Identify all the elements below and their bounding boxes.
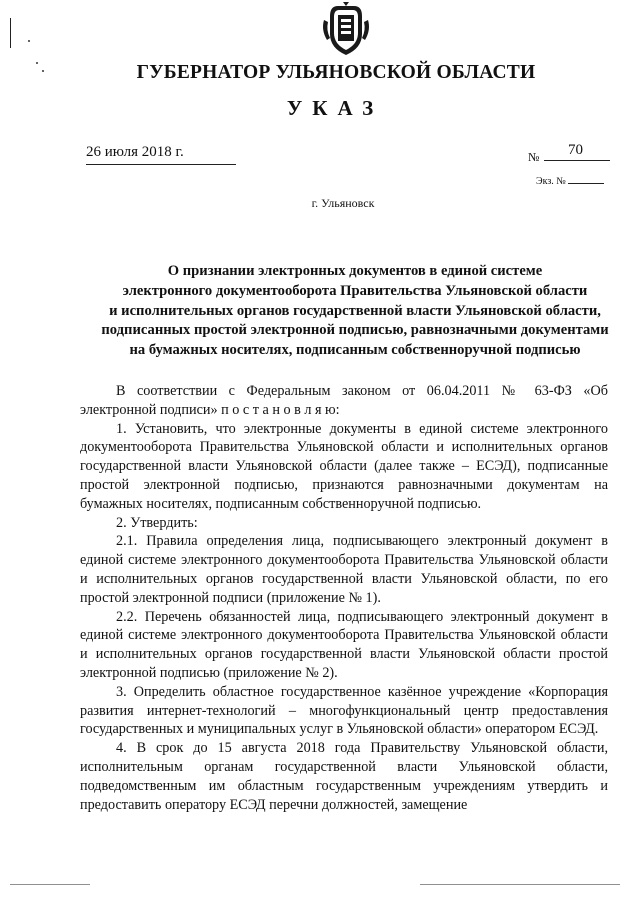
preamble-paragraph: В соответствии с Федеральным законом от 06.04.2011 № 63-ФЗ «Об электронной подписи» п о с т а н о в л я ю: <box>80 383 608 418</box>
scan-artifact <box>36 62 38 64</box>
paragraph-1: 1. Установить, что электронные документы в единой системе электронного документооборота Правительства Ульяновской области и исполнительных органов государственной власти Ульяновской области (далее также – ЕСЭД), подписанные простой электронной подписью, признаются равнозначными документам на бумажных носителях, подписанным собственноручной подписью. <box>80 420 608 512</box>
governor-title: ГУБЕРНАТОР УЛЬЯНОВСКОЙ ОБЛАСТИ <box>136 62 536 83</box>
copy-number <box>536 176 604 187</box>
decree-date-text: 26 июля 2018 г. <box>86 144 184 160</box>
city: г. Ульяновск <box>311 196 375 210</box>
paragraph-2-2: 2.2. Перечень обязанностей лица, подписывающего электронный документ в единой системе электронного документооборота Правительства Ульяновской области и исполнительных органов государственной власти Ульяновской области простой электронной подписью (приложение № 2). <box>80 608 608 681</box>
scan-artifact <box>420 884 620 885</box>
scan-artifact <box>10 18 11 48</box>
title-line: и исполнительных органов государственной власти Ульяновской области, <box>109 302 601 319</box>
title-line: на бумажных носителях, подписанным собственноручной подписью <box>129 342 581 359</box>
paragraph-2: 2. Утвердить: <box>116 514 198 531</box>
document-title <box>90 262 620 361</box>
paragraph-4: 4. В срок до 15 августа 2018 года Правительству Ульяновской области, исполнительным органам государственной власти Ульяновской области, подведомственным им областным государственным учреждениям утвердить и предоставить оператору ЕСЭД перечни должностей, замещение <box>80 740 608 813</box>
document-type: УКАЗ <box>286 96 384 120</box>
paragraph-3: 3. Определить областное государственное казённое учреждение «Корпорация развития интернет-технологий – многофункциональный центр предоставления государственных и муниципальных услуг в Ульяновской области» оператором ЕСЭД. <box>80 683 608 738</box>
number-underline <box>544 160 610 161</box>
scan-artifact <box>42 70 44 72</box>
date-underline <box>86 164 236 165</box>
copy-label: Экз. № <box>536 176 566 187</box>
scan-artifact <box>28 40 30 42</box>
number-sign: № <box>528 150 540 164</box>
title-line: электронного документооборота Правительства Ульяновской области <box>122 282 588 299</box>
title-line: О признании электронных документов в единой системе <box>167 263 543 279</box>
copy-blank <box>568 183 604 184</box>
paragraph-2-1: 2.1. Правила определения лица, подписывающего электронный документ в единой системе электронного документооборота Правительства Ульяновской области и исполнительных органов государственной власти Ульяновской области, по его простой электронной подписи (приложение № 1). <box>80 533 608 606</box>
number-value: 70 <box>568 142 583 158</box>
document-body <box>80 382 608 814</box>
scan-artifact <box>10 884 90 885</box>
title-line: подписанных простой электронной подписью, равнозначными документами <box>101 322 609 339</box>
decree-date <box>86 144 236 161</box>
coat-of-arms-icon <box>321 2 371 58</box>
